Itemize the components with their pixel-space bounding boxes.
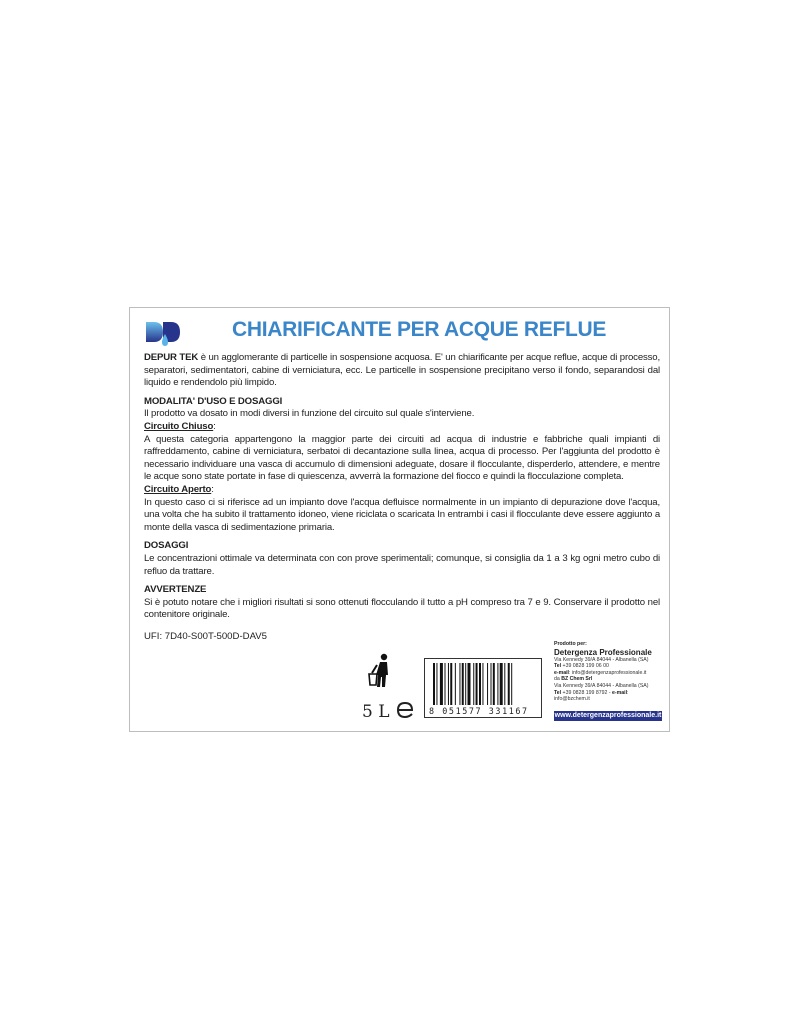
page-title: CHIARIFICANTE PER ACQUE REFLUE <box>232 318 607 341</box>
barcode-bar <box>508 663 510 705</box>
intro-paragraph <box>144 352 660 390</box>
product-label <box>129 307 670 732</box>
barcode-bar <box>440 663 443 705</box>
dosing-text: Le concentrazioni ottimale va determinata con con prove sperimentali; comunque, si consiglia da 1 a 3 kg ogni metro cubo di refluo da trattare. <box>144 552 660 577</box>
warnings-heading: AVVERTENZE <box>144 584 207 596</box>
barcode-bar <box>462 663 464 705</box>
barcode-bar <box>455 663 456 705</box>
producer-info <box>554 641 664 703</box>
warnings-text: Si è potuto notare che i migliori risultati si sono ottenuti flocculando il tutto a pH compreso tra 7 e 9. Conservare il prodotto nel contenitore originale. <box>144 596 660 621</box>
closed-circuit-text: A questa categoria appartengono la maggior parte dei circuiti ad acqua di industrie e fabbriche quali impianti di raffreddamento, cabine di verniciatura, serbatoi di decantazione sulla linea, acqua di processo. Per l'aggiunta del prodotto è necessario individuare una vasca di accumulo di dimensioni adeguate, dosare il flocculante, disperderlo, attendere, e mentre le acque sono state portate in fase di quiescenza, avverrà la formazione del fiocco e quindi la flocculazione completa. <box>144 433 660 483</box>
producer-email: e-mail: info@detergenzaprofessionale.it <box>554 669 647 676</box>
barcode-bar <box>468 663 471 705</box>
barcode-bar <box>436 663 437 705</box>
barcode-bar <box>476 663 478 705</box>
ufi-code: UFI: 7D40-S00T-500D-DAV5 <box>144 631 267 642</box>
open-circuit-label: Circuito Aperto <box>144 483 212 495</box>
barcode-bar <box>482 663 483 705</box>
product-name: DEPUR TEK <box>144 352 199 363</box>
barcode-bar <box>500 663 503 705</box>
barcode-bar <box>445 663 446 705</box>
barcode <box>424 658 542 718</box>
estimated-sign-icon <box>395 700 415 720</box>
barcode-bar <box>465 663 466 705</box>
usage-heading: MODALITA' D'USO E DOSAGGI <box>144 395 283 407</box>
barcode-bar <box>479 663 481 705</box>
website-link[interactable]: www.detergenzaprofessionale.it <box>554 712 662 719</box>
nominal-volume <box>362 700 415 722</box>
producer-company: Detergenza Professionale <box>554 647 652 657</box>
producer-phone: Tel +39 0828 199 06 00 <box>554 663 609 670</box>
manufacturer-contacts: Tel +39 0828 199 8792 - e-mail: info@bzchem.it <box>554 689 629 703</box>
intro-text: è un agglomerante di particelle in sospensione acquosa. E' un chiarificante per acque reflue, acque di processo, separatori, sedimentatori, cabine di verniciatura, ecc. Le particelle in sospensione precipitano verso il fondo, separandosi dal liquido e rendendolo più limpido. <box>144 352 660 389</box>
barcode-bar <box>450 663 452 705</box>
volume-value: 5 L <box>362 702 390 722</box>
usage-text: Il prodotto va dosato in modi diversi in funzione del circuito sul quale s'interviene. <box>144 408 475 420</box>
barcode-bar <box>511 663 512 705</box>
barcode-icon <box>433 663 535 705</box>
barcode-bar <box>459 663 460 705</box>
barcode-bar <box>504 663 505 705</box>
open-circuit-text: In questo caso ci si riferisce ad un impianto dove l'acqua defluisce normalmente in un impianto di depurazione dove l'acqua, una volta che ha subito il trattamento idoneo, viene riciclata o scaricata In entrambi i casi il flocculante deve essere aggiunto a monte della vasca di sedimentazione primaria. <box>144 496 660 533</box>
producer-address: Via Kennedy 39/A 84044 - Albanella (SA) <box>554 656 649 663</box>
waste-bin-icon <box>368 653 394 691</box>
barcode-bar <box>473 663 474 705</box>
barcode-bar <box>448 663 449 705</box>
dosing-heading: DOSAGGI <box>144 540 189 552</box>
depurtek-logo-icon <box>144 320 182 348</box>
barcode-bar <box>433 663 435 705</box>
produced-for-label: Prodotto per: <box>554 641 587 647</box>
manufacturer-address: Via Kennedy 39/A 84044 - Albanella (SA) <box>554 682 649 689</box>
barcode-bar <box>491 663 492 705</box>
manufacturer-name: da BZ Chem Srl <box>554 676 593 683</box>
barcode-bar <box>487 663 488 705</box>
label-body: DEPUR TEK è un agglomerante di particelle in sospensione acquosa. E' un chiarificante per acque reflue, acque di processo, separatori, sedimentatori, cabine di verniciatura, ecc. Le particelle in sospensione precipitano verso il fondo, separandosi dal liquido e rendendolo più limpido. MODALITA' D'USO E DOSAGGI Il prodotto va dosato in modi diversi in funzione del circuito sul quale s'interviene. Circuito Chiuso: A questa categoria appartengono la maggior parte dei circuiti ad acqua di industrie e fabbriche quali impianti di raffreddamento, cabine di verniciatura, serbatoi di decantazione sulla linea, acqua di processo. Per l'aggiunta del prodotto è necessario individuare una vasca di accumulo di dimensioni adeguate, dosare il flocculante, disperderlo, attendere, e mentre le acque sono state portate in fase di quiescenza, avverrà la formazione del fiocco e quindi la flocculazione completa. Circuito Aperto: In questo caso ci si riferisce ad un impianto dove l'acqua defluisce normalmente in un impianto di depurazione dove l'acqua, una volta che ha subito il trattamento idoneo, viene riciclata o scaricata In entrambi i casi il flocculante deve essere aggiunto a monte della vasca di sedimentazione primaria. DOSAGGI Le concentrazioni ottimale va determinata con con prove sperimentali; comunque, si consiglia da 1 a 3 kg ogni metro cubo di refluo da trattare. AVVERTENZE Si è potuto notare che i migliori risultati si sono ottenuti flocculando il tutto a pH compreso tra 7 e 9. Conservare il prodotto nel contenitore originale. <box>144 352 660 621</box>
closed-circuit-label: Circuito Chiuso <box>144 420 214 432</box>
barcode-number: 8 051577 331167 <box>429 706 529 716</box>
barcode-bar <box>493 663 495 705</box>
barcode-bar <box>497 663 498 705</box>
